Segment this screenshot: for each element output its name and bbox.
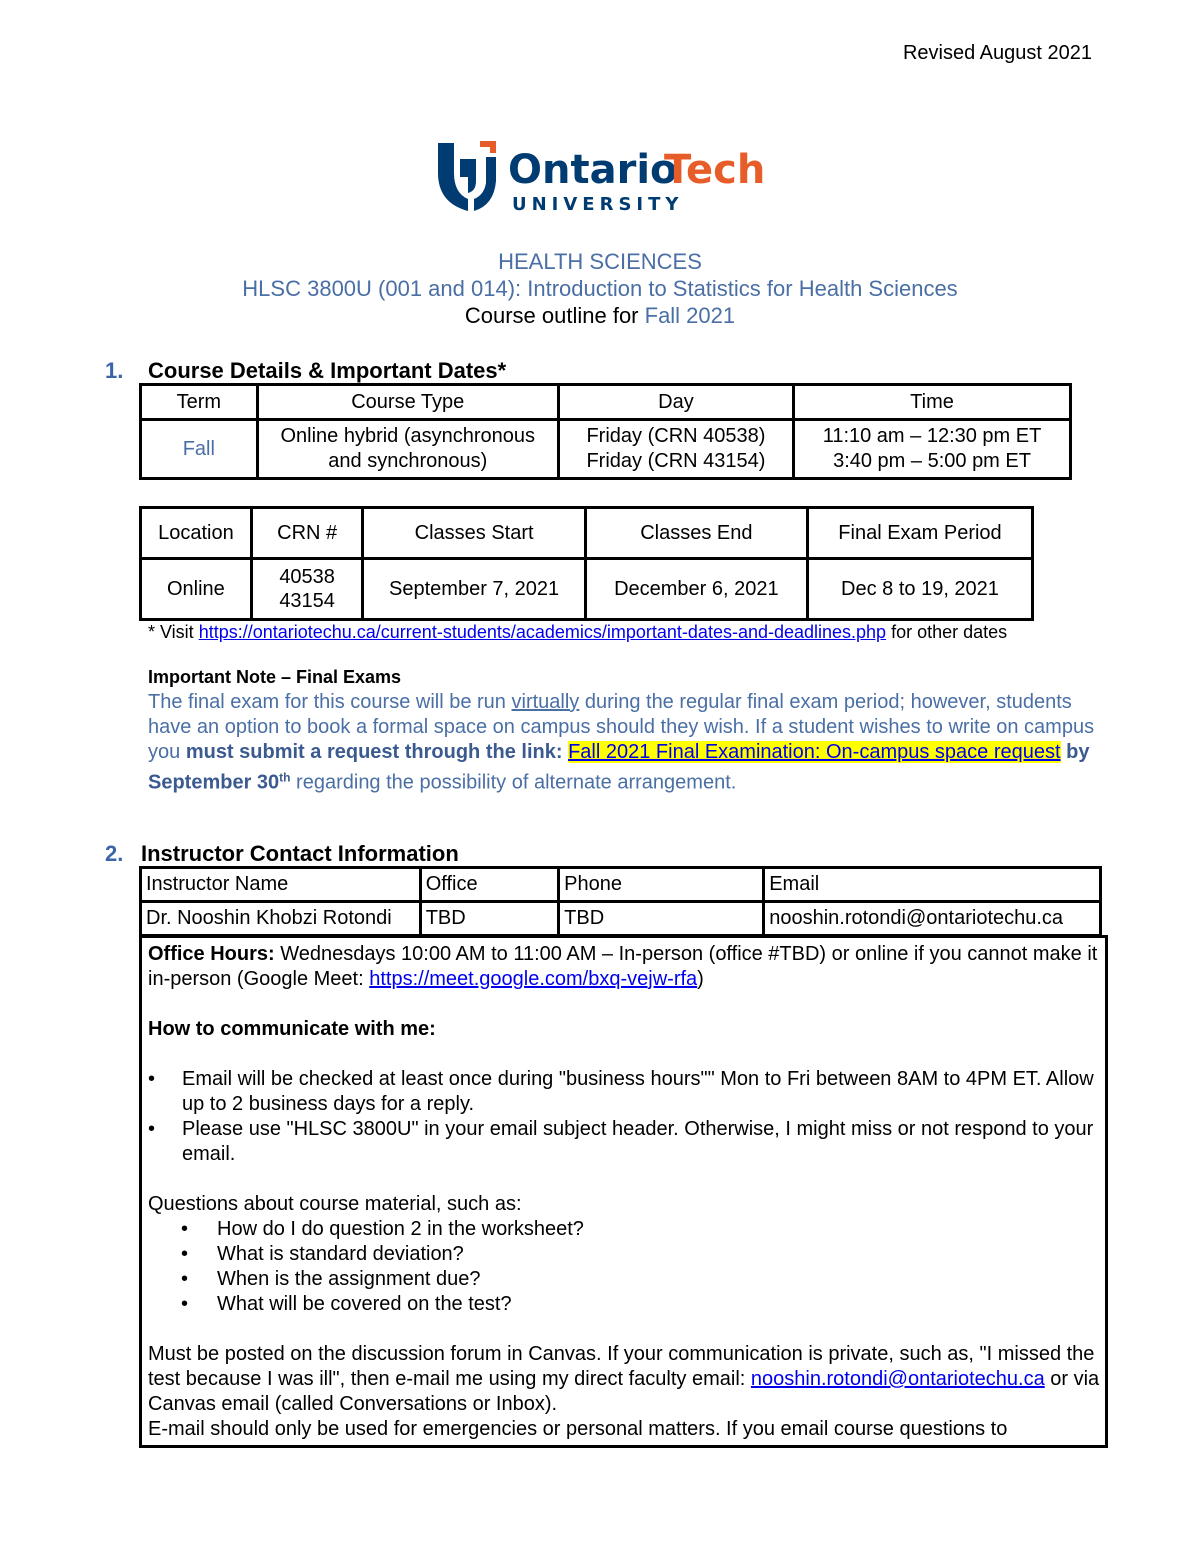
- list-item: • Email will be checked at least once during "business hours"" Mon to Fri between 8AM to 4PM ET. Allow up to 2 business days for a reply.: [148, 1067, 1105, 1117]
- cell-day: [558, 420, 793, 479]
- cell-phone: TBD: [559, 902, 764, 936]
- office-hours-box: [139, 935, 1108, 1448]
- crn-line-1: 40538: [279, 566, 335, 588]
- section-2-title: Instructor Contact Information: [141, 841, 459, 866]
- time-line-2: 3:40 pm – 5:00 pm ET: [833, 450, 1031, 472]
- logo-name-tech: Tech: [664, 147, 766, 193]
- exam-request-link[interactable]: Fall 2021 Final Examination: On-campus space request: [568, 741, 1061, 763]
- header-phone: Phone: [559, 868, 764, 902]
- cell-classes-end: December 6, 2021: [585, 559, 807, 620]
- section-2-number: 2.: [105, 841, 124, 866]
- header-classes-start: Classes Start: [363, 508, 585, 559]
- google-meet-link[interactable]: https://meet.google.com/bxq-vejw-rfa: [369, 968, 698, 990]
- list-item: • What will be covered on the test?: [148, 1292, 1105, 1317]
- note-deadline: by September 30: [148, 741, 1090, 794]
- outline-line: [0, 303, 1200, 329]
- cell-term: Fall: [141, 420, 258, 479]
- must-post-text: Must be posted on the discussion forum in Canvas. If your communication is private, such as, "I missed the test because I was ill", then e-mail me using my direct faculty email:: [148, 1343, 1095, 1390]
- header-final-exam: Final Exam Period: [807, 508, 1032, 559]
- logo-mark-icon: [438, 141, 496, 211]
- questions-intro: Questions about course material, such as:: [148, 1193, 522, 1215]
- visit-dates-line: [148, 622, 1007, 643]
- note-must-submit: must submit a request through the link:: [185, 741, 563, 763]
- communication-bullets: [148, 1067, 1105, 1167]
- email-only-paragraph: E-mail should only be used for emergencies or personal matters. If you email course questions to: [148, 1418, 1008, 1440]
- list-item: • How do I do question 2 in the worksheet?: [148, 1217, 1105, 1242]
- list-item: • Please use "HLSC 3800U" in your email subject header. Otherwise, I might miss or not respond to your email.: [148, 1117, 1105, 1167]
- revised-date: Revised August 2021: [902, 42, 1092, 64]
- important-dates-link[interactable]: https://ontariotechu.ca/current-students/academics/important-dates-and-deadlines.php: [198, 622, 887, 642]
- note-deadline-sup: th: [279, 770, 291, 784]
- course-type-line-1: Online hybrid (asynchronous: [280, 425, 536, 447]
- cell-crn: [251, 559, 363, 620]
- must-post-paragraph: [148, 1342, 1105, 1417]
- header-email: Email: [764, 868, 1101, 902]
- time-line-1: 11:10 am – 12:30 pm ET: [822, 425, 1042, 447]
- header-classes-end: Classes End: [585, 508, 807, 559]
- note-text-1: The final exam for this course will be run: [148, 691, 512, 713]
- logo-name-ontario: Ontario: [508, 147, 678, 193]
- cell-time: [794, 420, 1071, 479]
- visit-suffix: for other dates: [886, 622, 1008, 642]
- questions-list: [148, 1217, 1105, 1317]
- list-item: • When is the assignment due?: [148, 1267, 1105, 1292]
- cell-course-type: [257, 420, 558, 479]
- crn-line-2: 43154: [279, 590, 335, 612]
- header-day: Day: [558, 385, 793, 420]
- section-2-heading: [105, 841, 459, 867]
- logo-university: UNIVERSITY: [512, 194, 684, 215]
- faculty-email-link[interactable]: nooshin.rotondi@ontariotechu.ca: [750, 1368, 1045, 1390]
- header-term: Term: [141, 385, 258, 420]
- header-crn: CRN #: [251, 508, 363, 559]
- header-office: Office: [420, 868, 558, 902]
- header-course-type: Course Type: [257, 385, 558, 420]
- header-time: Time: [794, 385, 1071, 420]
- ontario-tech-logo: [434, 137, 774, 217]
- course-details-table: [139, 383, 1072, 480]
- cell-classes-start: September 7, 2021: [363, 559, 585, 620]
- outline-term: Fall 2021: [644, 303, 736, 328]
- note-title: Important Note – Final Exams: [148, 667, 402, 687]
- cell-office: TBD: [420, 902, 558, 936]
- cell-location: Online: [141, 559, 252, 620]
- header-location: Location: [141, 508, 252, 559]
- cell-email: nooshin.rotondi@ontariotechu.ca: [764, 902, 1101, 936]
- department-title: HEALTH SCIENCES: [498, 249, 702, 274]
- note-text-7: regarding the possibility of alternate arrangement.: [290, 771, 737, 794]
- list-item: • What is standard deviation?: [148, 1242, 1105, 1267]
- header-instructor-name: Instructor Name: [141, 868, 421, 902]
- note-virtually: virtually: [511, 691, 580, 713]
- cell-instructor-name: Dr. Nooshin Khobzi Rotondi: [141, 902, 421, 936]
- cell-final-exam: Dec 8 to 19, 2021: [807, 559, 1032, 620]
- section-1-heading: [105, 358, 506, 384]
- office-hours-label: Office Hours:: [148, 943, 275, 965]
- outline-prefix: Course outline for: [464, 303, 645, 328]
- course-title: HLSC 3800U (001 and 014): Introduction to Statistics for Health Sciences: [242, 276, 958, 301]
- course-type-line-2: and synchronous): [328, 450, 488, 472]
- office-hours-paragraph: [148, 942, 1105, 992]
- note-text-3: during the regular final exam period; however, students have an option to book a formal space on campus should they wish. If a student wishes to write on campus you: [148, 691, 1095, 763]
- section-1-title: Course Details & Important Dates*: [148, 358, 507, 383]
- visit-prefix: * Visit: [148, 622, 199, 642]
- office-hours-end: ): [697, 968, 704, 990]
- note-body: [148, 690, 1108, 796]
- instructor-table: [139, 866, 1102, 937]
- day-line-1: Friday (CRN 40538): [586, 425, 766, 447]
- section-1-number: 1.: [105, 358, 124, 383]
- office-hours-text: Wednesdays 10:00 AM to 11:00 AM – In-person (office #TBD) or online if you cannot make it in-person (Google Meet:: [148, 943, 1098, 990]
- day-line-2: Friday (CRN 43154): [586, 450, 766, 472]
- must-post-end: or via Canvas email (called Conversations or Inbox).: [148, 1368, 1100, 1415]
- course-dates-table: [139, 506, 1034, 621]
- communicate-title: How to communicate with me:: [148, 1018, 436, 1040]
